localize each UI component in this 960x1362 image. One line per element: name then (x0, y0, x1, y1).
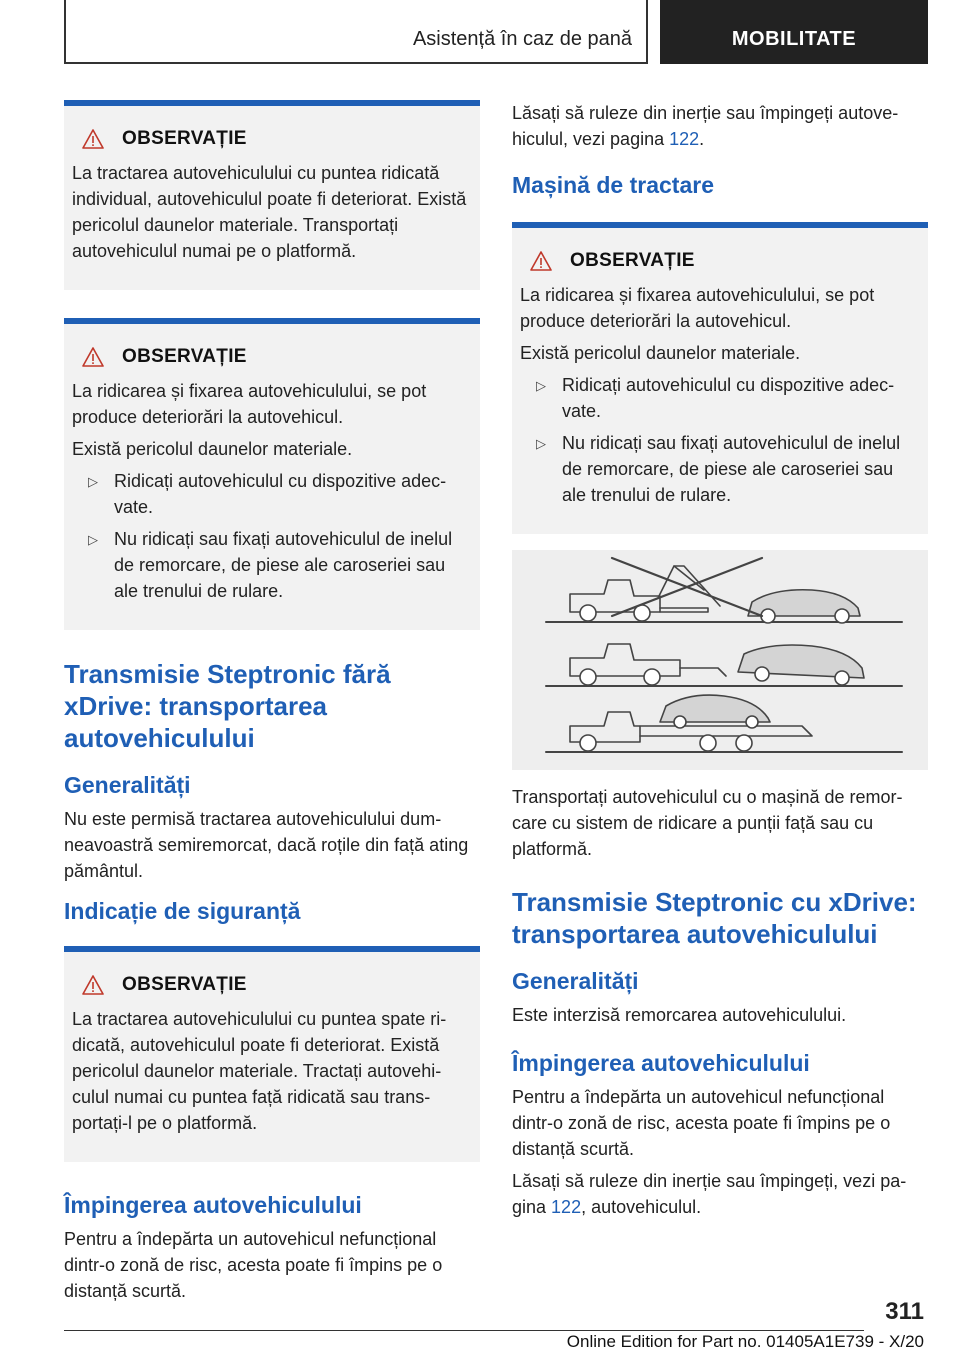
list-item (72, 468, 472, 520)
note-title (530, 250, 920, 272)
body-text (512, 100, 928, 152)
list-item (520, 430, 920, 508)
note-text: Există pericolul daunelor materiale. (72, 439, 353, 459)
warning-icon (82, 974, 104, 996)
note-text: La ridicarea și fixarea autovehiculului, se pot produce deteriorări la autovehicul. (520, 285, 875, 331)
warning-icon (82, 346, 104, 368)
subsection-heading: Indicație de siguranță (64, 898, 301, 924)
note-title-text: OBSERVAȚIE (122, 974, 247, 995)
warning-note-4 (512, 222, 928, 534)
page-number: 311 (885, 1298, 924, 1325)
subsection-heading: Mașină de tractare (512, 172, 714, 198)
warning-note-3 (64, 946, 480, 1162)
body-text: Este interzisă remorcarea autovehiculului. (512, 1005, 847, 1025)
note-title-text: OBSERVAȚIE (122, 346, 247, 367)
subsection-heading: Generalități (64, 772, 191, 798)
note-title-text: OBSERVAȚIE (570, 250, 695, 271)
towing-illustration (512, 550, 928, 770)
triangle-bullet-icon: ▷ (88, 474, 98, 489)
page-link[interactable]: 122 (669, 129, 700, 149)
warning-note-1 (64, 100, 480, 290)
page-header (64, 0, 928, 64)
body-text: Pentru a îndepărta un autovehicul nefuncțional dintr-o zonă de risc, acesta poate fi împins pe o distanță scurtă. (512, 1087, 891, 1159)
list-item-text: Ridicați autovehiculul cu dispozitive adec-vate. (114, 471, 447, 517)
triangle-bullet-icon: ▷ (536, 378, 546, 393)
footer-divider (64, 1330, 864, 1331)
body-text: Nu este permisă tractarea autovehiculului dum-neavoastră semiremorcat, dacă roțile din față ating pământul. (64, 809, 469, 881)
text-run: . (699, 129, 705, 149)
note-title (82, 974, 472, 996)
list-item-text: Nu ridicați sau fixați autovehiculul de inelul de remorcare, de piese ale caroseriei sau ale trenului de rulare. (562, 433, 901, 505)
section-heading: Transmisie Steptronic cu xDrive: transportarea autovehiculului (512, 887, 917, 949)
list-item (520, 372, 920, 424)
figure-caption: Transportați autovehiculul cu o mașină de remor-care cu sistem de ridicare a punții față sau cu platformă. (512, 787, 903, 859)
subsection-heading: Împingerea autovehiculului (512, 1050, 810, 1076)
section-heading: Transmisie Steptronic fără xDrive: transportarea autovehiculului (64, 659, 391, 753)
note-title (82, 346, 472, 368)
note-text: La ridicarea și fixarea autovehiculului, se pot produce deteriorări la autovehicul. (72, 381, 427, 427)
body-text: Pentru a îndepărta un autovehicul nefuncțional dintr-o zonă de risc, acesta poate fi împins pe o distanță scurtă. (64, 1229, 443, 1301)
header-subtitle: Asistență în caz de pană (412, 28, 632, 50)
note-title-text: OBSERVAȚIE (122, 128, 247, 149)
list-item-text: Ridicați autovehiculul cu dispozitive adec-vate. (562, 375, 895, 421)
note-text: La tractarea autovehiculului cu puntea spate ri-dicată, autovehiculul poate fi deteriorat. Există pericolul daunelor materiale. Tractați autovehi-culul numai cu puntea față ridicată sau trans-portați-l pe o platformă. (72, 1009, 447, 1133)
text-run: Lăsați să ruleze din inerție sau împingeți, vezi pa-gina (512, 1171, 907, 1217)
warning-note-2 (64, 318, 480, 630)
list-item (72, 526, 472, 604)
body-text (512, 1168, 928, 1220)
triangle-bullet-icon: ▷ (536, 436, 546, 451)
triangle-bullet-icon: ▷ (88, 532, 98, 547)
left-column (64, 100, 480, 1310)
note-text: La tractarea autovehiculului cu puntea ridicată individual, autovehiculul poate fi deteriorat. Există pericolul daunelor materiale. Transportați autovehiculul numai pe o platformă. (72, 163, 467, 261)
subsection-heading: Împingerea autovehiculului (64, 1192, 362, 1218)
note-text: Există pericolul daunelor materiale. (520, 343, 801, 363)
note-title (82, 128, 472, 150)
list-item-text: Nu ridicați sau fixați autovehiculul de inelul de remorcare, de piese ale caroseriei sau ale trenului de rulare. (114, 529, 453, 601)
right-column (512, 100, 928, 1226)
footer-edition: Online Edition for Part no. 01405A1E739 - X/20 (566, 1332, 924, 1351)
header-section-label: MOBILITATE (731, 28, 857, 50)
warning-icon (82, 128, 104, 150)
page-link[interactable]: 122 (551, 1197, 582, 1217)
tow-truck-diagram (512, 550, 928, 770)
warning-icon (530, 250, 552, 272)
text-run: Lăsați să ruleze din inerție sau împingeți autove-hiculul, vezi pagina (512, 103, 899, 149)
subsection-heading: Generalități (512, 968, 639, 994)
text-run: , autovehiculul. (581, 1197, 702, 1217)
header-title-box (64, 0, 648, 64)
header-section-tab (660, 0, 928, 64)
